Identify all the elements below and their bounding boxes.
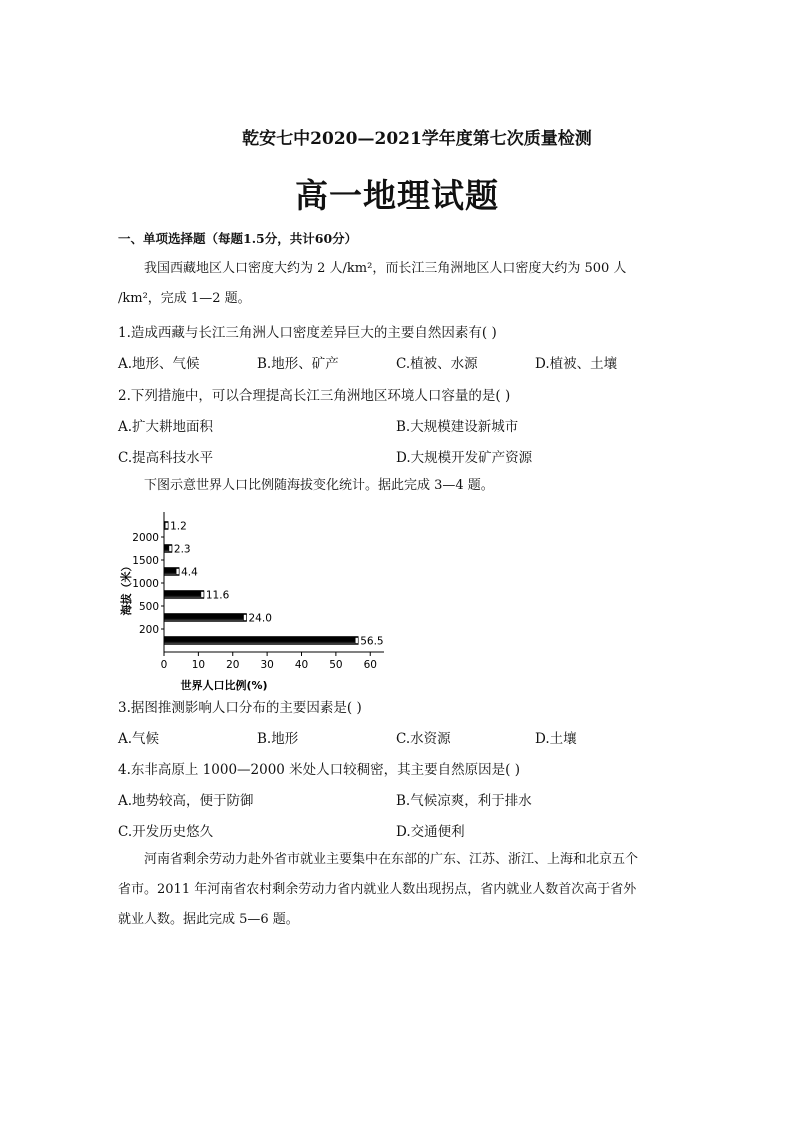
exam-subtitle: 乾安七中2020—2021学年度第七次质量检测 bbox=[242, 129, 592, 149]
chart-y-tick-label: 500 bbox=[138, 601, 159, 613]
chart-data-label: 4.4 bbox=[181, 566, 198, 579]
chart-x-tick-label: 0 bbox=[160, 659, 168, 671]
question-2-option-c: C.提高科技水平 bbox=[118, 450, 214, 466]
passage-1-line-1: 我国西藏地区人口密度大约为 2 人/km²，而长江三角洲地区人口密度大约为 500 人 bbox=[144, 261, 627, 276]
passage-1 bbox=[118, 254, 678, 314]
chart-bar-cap bbox=[355, 638, 358, 644]
chart-bar bbox=[164, 614, 247, 622]
question-4-option-b: B.气候凉爽，利于排水 bbox=[396, 793, 532, 809]
chart-y-ticks bbox=[132, 532, 164, 636]
question-4-option-c: C.开发历史悠久 bbox=[118, 824, 214, 840]
chart-y-tick-label: 1500 bbox=[132, 555, 159, 567]
question-3-option-a: A.气候 bbox=[118, 731, 160, 747]
chart-y-tick-label: 1000 bbox=[132, 578, 159, 590]
exam-title: 高一地理试题 bbox=[295, 176, 499, 215]
question-4-stem: 4.东非高原上 1000—2000 米处人口较稠密，其主要自然原因是( ) bbox=[118, 762, 521, 778]
question-1-stem: 1.造成西藏与长江三角洲人口密度差异巨大的主要自然因素有( ) bbox=[118, 325, 497, 341]
chart-bar-cap bbox=[244, 615, 247, 621]
question-4-option-d: D.交通便利 bbox=[396, 824, 465, 840]
chart-bars bbox=[164, 521, 384, 648]
question-3-option-c: C.水资源 bbox=[396, 731, 451, 747]
chart-data-label: 24.0 bbox=[248, 612, 272, 625]
elevation-population-chart bbox=[116, 508, 406, 693]
passage-3-line-2: 省市。2011 年河南省农村剩余劳动力省内就业人数出现拐点，省内就业人数首次高于省外 bbox=[118, 882, 637, 897]
passage-3-line-3: 就业人数。据此完成 5—6 题。 bbox=[118, 912, 299, 927]
question-2-option-d: D.大规模开发矿产资源 bbox=[396, 450, 533, 466]
chart-data-label: 56.5 bbox=[360, 635, 384, 648]
chart-bar bbox=[164, 591, 204, 599]
question-2-option-a: A.扩大耕地面积 bbox=[118, 419, 214, 435]
chart-axes bbox=[164, 512, 384, 652]
question-1-option-b: B.地形、矿产 bbox=[257, 356, 339, 372]
chart-x-axis-label: 世界人口比例(%) bbox=[180, 679, 268, 692]
chart-bar-cap bbox=[201, 592, 204, 598]
question-1-option-d: D.植被、土壤 bbox=[535, 356, 618, 372]
chart-bar-cap bbox=[176, 569, 179, 575]
chart-x-ticks bbox=[161, 652, 377, 671]
passage-3-line-1: 河南省剩余劳动力赴外省市就业主要集中在东部的广东、江苏、浙江、上海和北京五个 bbox=[144, 852, 639, 867]
chart-x-tick-label: 60 bbox=[363, 659, 377, 671]
chart-x-tick-label: 30 bbox=[260, 659, 274, 671]
chart-data-label: 1.2 bbox=[170, 520, 187, 533]
passage-2-line-1: 下图示意世界人口比例随海拔变化统计。据此完成 3—4 题。 bbox=[144, 478, 494, 493]
chart-x-tick-label: 40 bbox=[294, 659, 309, 671]
question-2-option-b: B.大规模建设新城市 bbox=[396, 419, 519, 435]
question-4-option-a: A.地势较高，便于防御 bbox=[118, 793, 254, 809]
question-2-stem: 2.下列措施中，可以合理提高长江三角洲地区环境人口容量的是( ) bbox=[118, 388, 511, 404]
chart-bar-cap bbox=[169, 546, 172, 552]
question-3-stem: 3.据图推测影响人口分布的主要因素是( ) bbox=[118, 700, 362, 716]
chart-y-axis-label: 海拔（米） bbox=[120, 560, 133, 616]
chart-x-tick-label: 50 bbox=[329, 659, 343, 671]
passage-2 bbox=[118, 471, 678, 501]
chart-data-label: 2.3 bbox=[173, 543, 191, 556]
chart-y-tick-label: 200 bbox=[138, 624, 159, 636]
question-1-option-c: C.植被、水源 bbox=[396, 356, 478, 372]
section-heading: 一、单项选择题（每题1.5分，共计60分） bbox=[118, 231, 358, 246]
chart-bar-cap bbox=[165, 523, 168, 529]
chart-data-label: 11.6 bbox=[205, 589, 230, 602]
passage-3 bbox=[118, 845, 678, 935]
chart-x-tick-label: 10 bbox=[191, 659, 206, 671]
chart-x-tick-label: 20 bbox=[226, 659, 240, 671]
chart-bar bbox=[164, 637, 358, 645]
question-3-option-b: B.地形 bbox=[257, 731, 299, 747]
question-3-option-d: D.土壤 bbox=[535, 731, 577, 747]
chart-y-tick-label: 2000 bbox=[132, 532, 159, 544]
passage-1-line-2: /km²，完成 1—2 题。 bbox=[118, 291, 251, 306]
question-1-option-a: A.地形、气候 bbox=[118, 356, 200, 372]
